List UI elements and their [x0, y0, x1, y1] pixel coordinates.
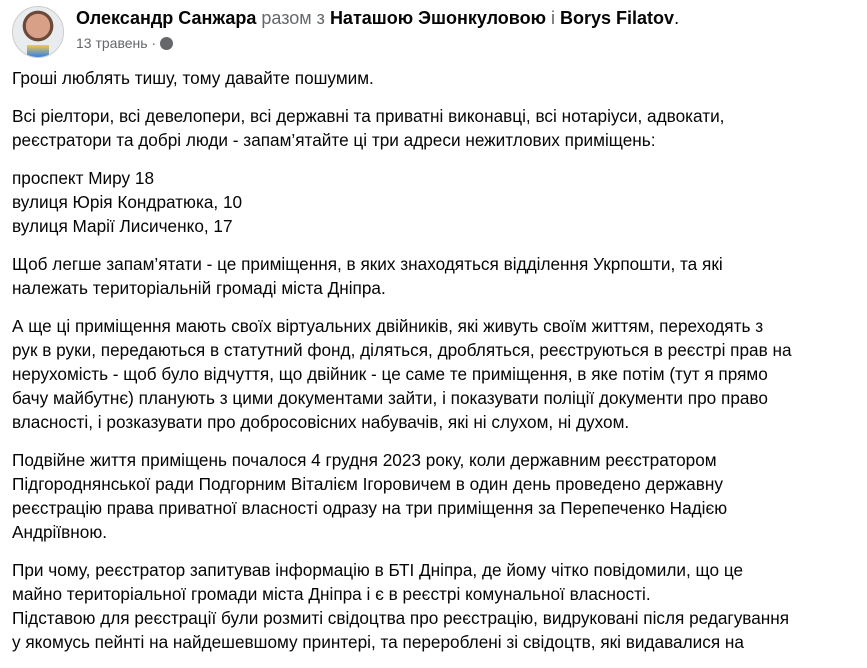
tagged-user-1[interactable]: Наташою Эшонкуловою — [329, 8, 546, 28]
text-line: При чому, реєстратор запитував інформацію в БТІ Дніпра, де йому чітко повідомили, що це — [12, 560, 744, 580]
text-line: нерухомість - щоб було відчуття, що двійник - це саме те приміщення, в яке потім (тут я прямо — [12, 364, 768, 384]
post-header — [12, 6, 679, 58]
text-line: Андріївною. — [12, 522, 107, 542]
text-line: рук в руки, передаються в статутний фонд, діляться, дробляться, реєструються в реєстрі прав на — [12, 340, 792, 360]
text-line: Підгороднянської ради Подгорним Віталієм Ігоровичем в один день проведено державну — [12, 474, 723, 494]
text-line: реєстратори та добрі люди - запам’ятайте ці три адреси нежитлових приміщень: — [12, 130, 656, 150]
post-body — [12, 66, 862, 668]
post-paragraph — [12, 314, 862, 434]
text-line: вулиця Юрія Кондратюка, 10 — [12, 192, 243, 212]
post-paragraph — [12, 104, 862, 152]
text-line: Підставою для реєстрації були розмиті свідоцтва про реєстрацію, видруковані після редагування — [12, 608, 790, 628]
post-meta — [76, 6, 679, 58]
text-line: проспект Миру 18 — [12, 168, 155, 188]
tagged-user-2[interactable]: Borys Filatov — [560, 8, 675, 28]
text-line: у якомусь пейнті на найдешевшому принтері, та перероблені зі свідоцтв, які видавалися на — [12, 632, 744, 652]
with-text: разом з — [261, 8, 325, 28]
period: . — [674, 8, 680, 28]
post-paragraph — [12, 448, 862, 544]
text-line: належать територіальній громаді міста Дніпра. — [12, 278, 386, 298]
text-line: реєстрацію права приватної власності одразу на три приміщення за Перепеченко Надією — [12, 498, 728, 518]
author-name[interactable]: Олександр Санжара — [76, 8, 257, 28]
post-paragraph — [12, 252, 862, 300]
text-line: бачу майбутнє) планують з цими документами зайти, і показувати поліції документи про право — [12, 388, 768, 408]
text-line: Щоб легше запам’ятати - це приміщення, в яких знаходяться відділення Укрпошти, та які — [12, 254, 723, 274]
and-text: і — [551, 8, 556, 28]
separator: · — [151, 35, 157, 51]
globe-icon[interactable] — [160, 37, 173, 50]
text-line: майно територіальної громади міста Дніпра і є в реєстрі комунальної власності. — [12, 584, 651, 604]
text-line: Подвійне життя приміщень почалося 4 грудня 2023 року, коли державним реєстратором — [12, 450, 717, 470]
author-avatar[interactable] — [12, 6, 64, 58]
author-line — [76, 8, 679, 29]
text-line: Гроші люблять тишу, тому давайте пошумим. — [12, 68, 374, 88]
post-paragraph — [12, 166, 862, 238]
post-paragraph — [12, 558, 862, 654]
text-line: Всі ріелтори, всі девелопери, всі державні та приватні виконавці, всі нотаріуси, адвокати, — [12, 106, 725, 126]
text-line: власності, і розказувати про добросовісних набувачів, які ні слухом, ні духом. — [12, 412, 630, 432]
text-line: вулиця Марії Лисиченко, 17 — [12, 216, 233, 236]
text-line: А ще ці приміщення мають своїх віртуальних двійників, які живуть своїм життям, переходять з — [12, 316, 764, 336]
post-paragraph — [12, 66, 862, 90]
post-date[interactable]: 13 травень — [76, 35, 148, 51]
